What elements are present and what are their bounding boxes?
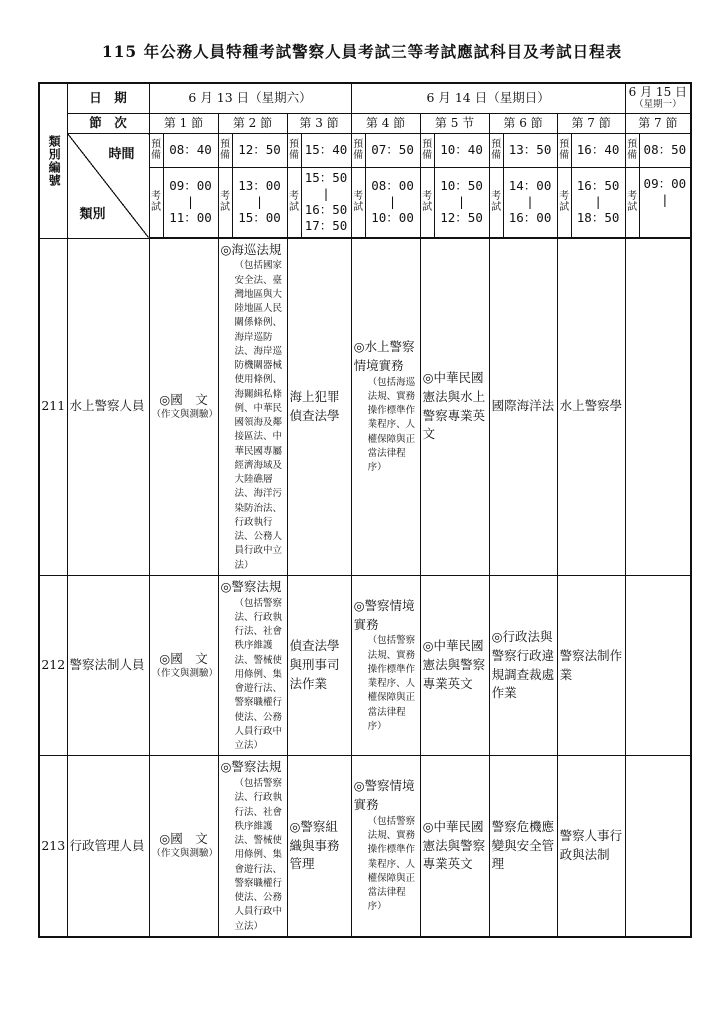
time-class-diagonal-cell bbox=[67, 133, 149, 238]
subject-period-7: 警察法制作業 bbox=[557, 575, 625, 756]
period-7: 第 7 節 bbox=[557, 113, 625, 133]
subject-period-8 bbox=[625, 575, 691, 756]
exam-mark: 考試 bbox=[489, 167, 503, 237]
exam-mark: 考試 bbox=[149, 167, 163, 237]
exam-schedule-table bbox=[38, 82, 692, 938]
day-sun-header: 6 月 14 日（星期日） bbox=[351, 83, 625, 113]
subject-period-1: ◎國 文 （作文與測驗） bbox=[149, 238, 218, 575]
category-code-header: 類別編號 bbox=[39, 83, 67, 238]
subject-period-3: ◎警察組織與事務管理 bbox=[287, 756, 351, 937]
exam-mark: 考試 bbox=[287, 167, 301, 237]
subject-period-4: ◎警察情境實務 （包括警察法規、實務操作標準作業程序、人權保障與正當法律程序） bbox=[351, 756, 420, 937]
class-label: 類別 bbox=[79, 206, 106, 222]
subject-period-2: ◎海巡法規 （包括國家安全法、臺灣地區與大陸地區人民關係條例、海岸巡防法、海岸巡防機關器械使用條例、海關緝私條例、中華民國領海及鄰接區法、中華民國專屬經濟海域及大陸礁層法、海洋污染防治法、行政執行法、公務人員行政中立法） bbox=[218, 238, 287, 575]
subject-period-3: 偵查法學與刑事司法作業 bbox=[287, 575, 351, 756]
day-sat-header: 6 月 13 日（星期六） bbox=[149, 83, 351, 113]
prep-time-6: 13：50 bbox=[503, 133, 557, 167]
prep-time-8: 08：50 bbox=[639, 133, 691, 167]
exam-time-1: 09：00 | 11：00 bbox=[163, 167, 218, 237]
period-2: 第 2 節 bbox=[218, 113, 287, 133]
prep-mark: 預備 bbox=[287, 133, 301, 167]
subject-period-6: 警察危機應變與安全管理 bbox=[489, 756, 557, 937]
page-title: 115 年公務人員特種考試警察人員考試三等考試應試科目及考試日程表 bbox=[101, 42, 623, 61]
exam-time-4: 08：00 | 10：00 bbox=[365, 167, 420, 237]
subject-period-1: ◎國 文 （作文與測驗） bbox=[149, 756, 218, 937]
subject-period-2: ◎警察法規 （包括警察法、行政執行法、社會秩序維護法、警械使用條例、集會遊行法、警察職權行使法、公務人員行政中立法） bbox=[218, 575, 287, 756]
period-6: 第 6 節 bbox=[489, 113, 557, 133]
period-5: 第 5 节 bbox=[420, 113, 489, 133]
prep-time-5: 10：40 bbox=[434, 133, 489, 167]
subject-period-8 bbox=[625, 756, 691, 937]
category-code: 211 bbox=[39, 238, 67, 575]
category-code: 213 bbox=[39, 756, 67, 937]
exam-mark: 考試 bbox=[218, 167, 232, 237]
time-label: 時間 bbox=[108, 146, 135, 162]
subject-period-4: ◎水上警察情境實務 （包括海巡法規、實務操作標準作業程序、人權保障與正當法律程序） bbox=[351, 238, 420, 575]
subject-period-5: ◎中華民國憲法與警察專業英文 bbox=[420, 575, 489, 756]
prep-mark: 預備 bbox=[420, 133, 434, 167]
prep-mark: 預備 bbox=[149, 133, 163, 167]
subject-period-7: 水上警察學 bbox=[557, 238, 625, 575]
period-4: 第 4 節 bbox=[351, 113, 420, 133]
exam-mark: 考試 bbox=[351, 167, 365, 237]
exam-mark: 考試 bbox=[557, 167, 571, 237]
exam-time-2: 13：00 | 15：00 bbox=[232, 167, 287, 237]
exam-mark: 考試 bbox=[420, 167, 434, 237]
exam-time-8: 09：00 | bbox=[639, 167, 691, 237]
exam-time-7: 16：50 | 18：50 bbox=[571, 167, 625, 237]
prep-time-3: 15：40 bbox=[301, 133, 351, 167]
subject-period-6: 國際海洋法 bbox=[489, 238, 557, 575]
period-3: 第 3 節 bbox=[287, 113, 351, 133]
subject-period-6: ◎行政法與警察行政違規調查裁處作業 bbox=[489, 575, 557, 756]
prep-mark: 預備 bbox=[218, 133, 232, 167]
prep-time-4: 07：50 bbox=[365, 133, 420, 167]
table-row bbox=[39, 575, 691, 756]
date-label: 日 期 bbox=[67, 83, 149, 113]
subject-period-5: ◎中華民國憲法與水上警察專業英文 bbox=[420, 238, 489, 575]
period-1: 第 1 節 bbox=[149, 113, 218, 133]
prep-time-2: 12：50 bbox=[232, 133, 287, 167]
subject-period-7: 警察人事行政與法制 bbox=[557, 756, 625, 937]
category-code: 212 bbox=[39, 575, 67, 756]
period-label: 節 次 bbox=[67, 113, 149, 133]
day-mon-header: 6 月 15 日 （星期一） bbox=[625, 83, 691, 113]
category-name: 行政管理人員 bbox=[67, 756, 149, 937]
prep-mark: 預備 bbox=[489, 133, 503, 167]
subject-period-4: ◎警察情境實務 （包括警察法規、實務操作標準作業程序、人權保障與正當法律程序） bbox=[351, 575, 420, 756]
subject-period-2: ◎警察法規 （包括警察法、行政執行法、社會秩序維護法、警械使用條例、集會遊行法、警察職權行使法、公務人員行政中立法） bbox=[218, 756, 287, 937]
prep-time-1: 08：40 bbox=[163, 133, 218, 167]
exam-mark: 考試 bbox=[625, 167, 639, 237]
subject-period-3: 海上犯罪偵查法學 bbox=[287, 238, 351, 575]
table-row bbox=[39, 756, 691, 937]
subject-period-1: ◎國 文 （作文與測驗） bbox=[149, 575, 218, 756]
exam-time-5: 10：50 | 12：50 bbox=[434, 167, 489, 237]
exam-time-6: 14：00 | 16：00 bbox=[503, 167, 557, 237]
prep-mark: 預備 bbox=[625, 133, 639, 167]
subject-period-8 bbox=[625, 238, 691, 575]
prep-mark: 預備 bbox=[351, 133, 365, 167]
category-name: 水上警察人員 bbox=[67, 238, 149, 575]
period-7-mon: 第 7 節 bbox=[625, 113, 691, 133]
exam-time-3: 15：50 | 16：50 17：50 bbox=[301, 167, 351, 237]
category-name: 警察法制人員 bbox=[67, 575, 149, 756]
prep-time-7: 16：40 bbox=[571, 133, 625, 167]
subject-period-5: ◎中華民國憲法與警察專業英文 bbox=[420, 756, 489, 937]
prep-mark: 預備 bbox=[557, 133, 571, 167]
table-row bbox=[39, 238, 691, 575]
